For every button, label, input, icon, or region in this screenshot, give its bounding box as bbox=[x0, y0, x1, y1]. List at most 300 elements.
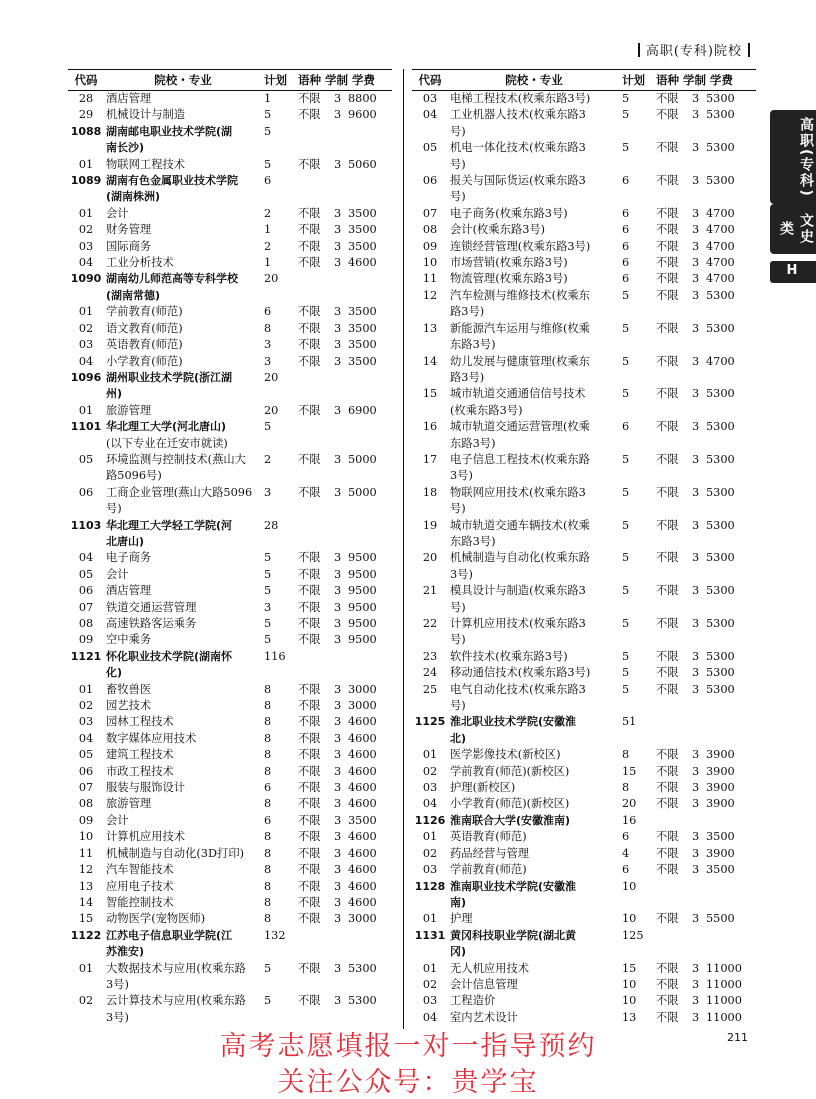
school-row bbox=[68, 518, 392, 534]
row-code bbox=[68, 189, 104, 205]
row-lang: 不限 bbox=[656, 682, 679, 696]
row-years: 3 bbox=[334, 600, 342, 614]
row-lang bbox=[298, 518, 334, 534]
row-name: 号) bbox=[450, 190, 466, 204]
row-lang: 不限 bbox=[656, 420, 679, 434]
row-code: 02 bbox=[422, 846, 438, 860]
row-fee bbox=[348, 665, 392, 681]
row-name: 淮北职业技术学院(安徽淮 bbox=[450, 715, 577, 729]
row-plan: 8 bbox=[622, 748, 630, 762]
row-lang: 不限 bbox=[298, 879, 321, 893]
row-code: 19 bbox=[422, 518, 438, 532]
row-name: 高速铁路客运乘务 bbox=[106, 617, 197, 630]
row-plan: 6 bbox=[264, 813, 272, 827]
row-fee: 5300 bbox=[706, 141, 735, 155]
row-fee: 4700 bbox=[706, 256, 735, 270]
row-plan bbox=[260, 944, 298, 960]
school-row bbox=[68, 140, 392, 156]
row-lang bbox=[656, 189, 692, 205]
row-years bbox=[334, 386, 348, 402]
header-plan: 计划 bbox=[622, 73, 645, 87]
table-row bbox=[412, 288, 756, 304]
header-lang: 语种 bbox=[298, 73, 321, 87]
row-years: 3 bbox=[334, 92, 342, 105]
school-row bbox=[68, 173, 392, 189]
left-table-body bbox=[68, 91, 392, 1026]
row-name: 怀化职业技术学院(湖南怀 bbox=[106, 649, 233, 663]
row-years: 3 bbox=[692, 1010, 700, 1024]
row-lang bbox=[298, 977, 334, 993]
row-lang bbox=[656, 567, 692, 583]
row-name: 路3号) bbox=[450, 305, 485, 319]
row-name: 号) bbox=[450, 124, 466, 138]
table-row bbox=[68, 682, 392, 698]
row-fee bbox=[348, 173, 392, 189]
row-fee: 9500 bbox=[348, 633, 377, 647]
row-code: 11 bbox=[78, 846, 94, 860]
row-lang: 不限 bbox=[298, 584, 321, 598]
row-years: 3 bbox=[692, 420, 700, 434]
row-name: 会计 bbox=[106, 567, 129, 581]
row-name: 东路3号) bbox=[450, 436, 496, 450]
row-plan: 6 bbox=[622, 272, 630, 286]
row-name: 号) bbox=[450, 699, 466, 713]
row-plan: 8 bbox=[264, 764, 272, 778]
table-row bbox=[412, 616, 756, 632]
row-fee: 4600 bbox=[348, 863, 377, 877]
table-row bbox=[68, 698, 392, 714]
row-code: 1101 bbox=[70, 420, 102, 434]
row-fee: 3500 bbox=[348, 305, 377, 319]
row-plan bbox=[618, 632, 656, 648]
row-years: 3 bbox=[334, 633, 342, 647]
row-lang: 不限 bbox=[298, 682, 321, 696]
table-row bbox=[412, 862, 756, 878]
row-code: 16 bbox=[422, 420, 438, 434]
table-row bbox=[68, 632, 392, 648]
row-code: 02 bbox=[78, 994, 94, 1008]
right-table-body bbox=[412, 91, 756, 1026]
row-fee: 4600 bbox=[348, 895, 377, 909]
table-row bbox=[412, 419, 756, 435]
header-fee: 学费 bbox=[710, 73, 733, 87]
table-row bbox=[412, 993, 756, 1009]
table-row bbox=[68, 846, 392, 862]
row-code: 14 bbox=[78, 895, 94, 909]
row-fee bbox=[706, 304, 756, 320]
row-years: 3 bbox=[334, 863, 342, 877]
row-years bbox=[334, 534, 348, 550]
row-name: 软件技术(枚乘东路3号) bbox=[450, 649, 568, 663]
table-row bbox=[412, 173, 756, 189]
row-name: 学前教育(师范)(新校区) bbox=[450, 764, 570, 778]
table-row bbox=[68, 780, 392, 796]
row-years: 3 bbox=[334, 551, 342, 565]
row-name: 护理(新校区) bbox=[450, 781, 516, 795]
side-tab-level: 高职(专科) bbox=[770, 110, 816, 204]
row-years bbox=[692, 731, 706, 747]
row-name: 环境监测与控制技术(燕山大 bbox=[106, 452, 246, 466]
row-code: 01 bbox=[422, 748, 438, 762]
row-code bbox=[68, 534, 104, 550]
row-plan: 20 bbox=[264, 403, 279, 417]
row-years: 3 bbox=[692, 977, 700, 991]
row-years bbox=[334, 649, 348, 665]
row-plan: 5 bbox=[622, 518, 630, 532]
row-name: 护理 bbox=[450, 912, 473, 926]
school-row bbox=[68, 386, 392, 402]
row-fee: 3900 bbox=[706, 748, 735, 762]
row-code: 06 bbox=[78, 584, 94, 598]
row-code: 02 bbox=[78, 699, 94, 713]
row-code bbox=[412, 468, 448, 484]
row-years: 3 bbox=[334, 961, 342, 975]
row-plan: 132 bbox=[264, 928, 286, 942]
school-row bbox=[68, 419, 392, 435]
row-name: 语文教育(师范) bbox=[106, 321, 183, 335]
row-code: 08 bbox=[78, 797, 94, 811]
row-fee: 9500 bbox=[348, 584, 377, 598]
row-fee bbox=[706, 813, 756, 829]
row-years: 3 bbox=[334, 567, 342, 581]
row-fee: 3900 bbox=[706, 846, 735, 860]
row-years: 3 bbox=[334, 781, 342, 795]
row-code: 1122 bbox=[70, 928, 102, 942]
row-plan: 51 bbox=[622, 715, 637, 729]
row-name: 机电一体化技术(枚乘东路3 bbox=[450, 141, 586, 155]
row-name: 移动通信技术(枚乘东路3号) bbox=[450, 666, 591, 680]
row-lang bbox=[298, 468, 334, 484]
row-lang: 不限 bbox=[298, 305, 321, 319]
row-plan: 6 bbox=[622, 863, 630, 877]
table-row bbox=[412, 583, 756, 599]
row-lang bbox=[656, 534, 692, 550]
row-name: 物联网工程技术 bbox=[106, 157, 186, 171]
row-lang: 不限 bbox=[298, 92, 321, 105]
row-name: 汽车智能技术 bbox=[106, 863, 174, 877]
row-years: 3 bbox=[692, 272, 700, 286]
row-fee: 4600 bbox=[348, 715, 377, 729]
row-name: (湖南常德) bbox=[106, 288, 161, 302]
row-years: 3 bbox=[334, 846, 342, 860]
row-lang: 不限 bbox=[656, 830, 679, 844]
row-fee bbox=[348, 518, 392, 534]
row-years bbox=[692, 632, 706, 648]
row-fee: 4700 bbox=[706, 272, 735, 286]
row-years: 3 bbox=[334, 912, 342, 926]
row-name: (枚乘东路3号) bbox=[450, 403, 523, 417]
row-code: 01 bbox=[422, 912, 438, 926]
row-lang bbox=[656, 436, 692, 452]
row-name: 连锁经营管理(枚乘东路3号) bbox=[450, 239, 591, 253]
row-fee: 4600 bbox=[348, 731, 377, 745]
row-plan: 5 bbox=[622, 617, 630, 630]
row-name: 汽车检测与维修技术(枚乘东 bbox=[450, 288, 590, 302]
row-fee: 5300 bbox=[706, 288, 735, 302]
row-plan: 10 bbox=[622, 994, 637, 1008]
row-lang bbox=[298, 436, 334, 452]
row-lang bbox=[298, 173, 334, 189]
school-row bbox=[68, 288, 392, 304]
row-fee: 4700 bbox=[706, 206, 735, 220]
table-row bbox=[68, 764, 392, 780]
row-plan: 5 bbox=[622, 682, 630, 696]
left-column bbox=[68, 69, 392, 1026]
table-row bbox=[412, 961, 756, 977]
row-code: 1090 bbox=[70, 272, 102, 286]
row-lang bbox=[656, 304, 692, 320]
row-fee: 5060 bbox=[348, 157, 377, 171]
header-code: 代码 bbox=[74, 73, 98, 87]
row-code bbox=[412, 403, 448, 419]
row-lang bbox=[656, 813, 692, 829]
row-years bbox=[334, 665, 348, 681]
row-name: (以下专业在迁安市就读) bbox=[106, 436, 228, 450]
row-code: 1126 bbox=[414, 813, 446, 827]
row-lang: 不限 bbox=[298, 354, 321, 368]
row-lang: 不限 bbox=[298, 961, 321, 975]
row-years: 3 bbox=[692, 223, 700, 237]
row-code: 05 bbox=[78, 567, 94, 581]
row-fee bbox=[706, 698, 756, 714]
row-fee bbox=[348, 189, 392, 205]
row-fee: 5300 bbox=[348, 961, 377, 975]
row-lang: 不限 bbox=[656, 239, 679, 253]
row-code: 03 bbox=[78, 715, 94, 729]
row-code: 01 bbox=[78, 157, 94, 171]
side-tab-letter: H bbox=[770, 261, 816, 283]
header-plan: 计划 bbox=[264, 73, 287, 87]
row-years bbox=[334, 124, 348, 140]
row-name: 工程造价 bbox=[450, 994, 496, 1008]
row-plan: 5 bbox=[264, 961, 272, 975]
row-code: 12 bbox=[422, 288, 438, 302]
row-name: 英语教育(师范) bbox=[106, 338, 183, 352]
row-code: 02 bbox=[422, 764, 438, 778]
row-code bbox=[412, 124, 448, 140]
row-plan: 2 bbox=[264, 206, 272, 220]
row-years: 3 bbox=[334, 879, 342, 893]
table-row bbox=[412, 255, 756, 271]
row-lang bbox=[656, 714, 692, 730]
row-code: 18 bbox=[422, 485, 438, 499]
row-name: 市场营销(枚乘东路3号) bbox=[450, 256, 568, 270]
row-fee: 5300 bbox=[706, 584, 735, 598]
row-plan: 15 bbox=[622, 961, 637, 975]
row-lang bbox=[298, 140, 334, 156]
row-years: 3 bbox=[334, 485, 342, 499]
row-plan: 5 bbox=[264, 567, 272, 581]
row-fee: 5300 bbox=[706, 649, 735, 663]
row-plan: 5 bbox=[622, 141, 630, 155]
table-row bbox=[68, 600, 392, 616]
row-code: 28 bbox=[78, 92, 94, 105]
row-years: 3 bbox=[334, 830, 342, 844]
row-name: 建筑工程技术 bbox=[106, 748, 174, 762]
row-fee bbox=[706, 157, 756, 173]
row-code bbox=[68, 436, 104, 452]
row-years bbox=[692, 157, 706, 173]
row-plan: 20 bbox=[622, 797, 637, 811]
table-row bbox=[68, 321, 392, 337]
table-row bbox=[68, 485, 392, 501]
row-fee: 3000 bbox=[348, 912, 377, 926]
row-code: 09 bbox=[78, 813, 94, 827]
header-bar-left bbox=[638, 43, 640, 57]
row-lang: 不限 bbox=[656, 863, 679, 877]
row-name: 机械制造与自动化(枚乘东路 bbox=[450, 551, 590, 565]
row-years bbox=[692, 895, 706, 911]
row-lang bbox=[656, 879, 692, 895]
school-row bbox=[412, 928, 756, 944]
row-lang bbox=[298, 501, 334, 517]
row-code bbox=[412, 189, 448, 205]
row-name: 号) bbox=[106, 502, 122, 516]
row-name: 应用电子技术 bbox=[106, 879, 174, 893]
row-code: 05 bbox=[78, 748, 94, 762]
row-lang: 不限 bbox=[656, 977, 679, 991]
table-row bbox=[412, 91, 756, 107]
row-name: 路5096号) bbox=[106, 469, 162, 483]
table-row bbox=[412, 600, 756, 616]
row-name: 号) bbox=[450, 502, 466, 516]
row-years: 3 bbox=[334, 108, 342, 122]
row-plan bbox=[618, 895, 656, 911]
row-fee bbox=[706, 714, 756, 730]
row-code: 01 bbox=[78, 961, 94, 975]
row-years: 3 bbox=[334, 354, 342, 368]
row-fee: 4600 bbox=[348, 879, 377, 893]
row-plan: 116 bbox=[264, 649, 286, 663]
row-lang: 不限 bbox=[298, 912, 321, 926]
row-fee: 4600 bbox=[348, 797, 377, 811]
row-code: 21 bbox=[422, 584, 438, 598]
row-lang bbox=[656, 157, 692, 173]
row-name: 3号) bbox=[450, 469, 473, 483]
row-years: 3 bbox=[334, 682, 342, 696]
row-plan: 3 bbox=[264, 354, 272, 368]
row-lang bbox=[656, 370, 692, 386]
row-years: 3 bbox=[692, 846, 700, 860]
row-lang: 不限 bbox=[656, 452, 679, 466]
table-row bbox=[68, 567, 392, 583]
row-name: 湖州职业技术学院(浙江湖 bbox=[106, 370, 233, 384]
row-fee bbox=[348, 534, 392, 550]
row-fee bbox=[706, 879, 756, 895]
row-code: 15 bbox=[78, 912, 94, 926]
row-name: 英语教育(师范) bbox=[450, 830, 527, 844]
watermark-line-2: 关注公众号：贵学宝 bbox=[277, 1067, 539, 1098]
row-plan: 8 bbox=[264, 699, 272, 713]
row-years: 3 bbox=[692, 485, 700, 499]
row-years: 3 bbox=[334, 994, 342, 1008]
table-row bbox=[68, 337, 392, 353]
row-years bbox=[692, 436, 706, 452]
row-name: 市政工程技术 bbox=[106, 764, 174, 778]
row-name: 药品经营与管理 bbox=[450, 846, 530, 860]
row-years bbox=[334, 419, 348, 435]
header-years: 学制 bbox=[325, 73, 348, 87]
row-name: 数字媒体应用技术 bbox=[106, 731, 197, 745]
row-fee: 4600 bbox=[348, 781, 377, 795]
row-years: 3 bbox=[334, 452, 342, 466]
row-fee: 8800 bbox=[348, 92, 377, 105]
table-row bbox=[412, 468, 756, 484]
row-lang: 不限 bbox=[298, 863, 321, 877]
row-name: 淮南联合大学(安徽淮南) bbox=[450, 813, 571, 827]
row-code: 09 bbox=[422, 239, 438, 253]
row-years: 3 bbox=[692, 288, 700, 302]
row-plan: 6 bbox=[622, 174, 630, 188]
school-row bbox=[412, 879, 756, 895]
row-lang: 不限 bbox=[298, 781, 321, 795]
row-name: 湖南邮电职业技术学院(湖 bbox=[106, 124, 233, 138]
row-code: 04 bbox=[422, 797, 438, 811]
row-code: 01 bbox=[78, 403, 94, 417]
row-fee: 3500 bbox=[706, 830, 735, 844]
row-years: 3 bbox=[692, 912, 700, 926]
row-years bbox=[334, 436, 348, 452]
row-code: 1121 bbox=[70, 649, 102, 663]
row-lang: 不限 bbox=[656, 387, 679, 401]
row-name: 小学教育(师范)(新校区) bbox=[450, 797, 570, 811]
row-plan: 8 bbox=[264, 895, 272, 909]
row-years bbox=[692, 304, 706, 320]
row-plan: 6 bbox=[622, 420, 630, 434]
row-years bbox=[334, 944, 348, 960]
row-name: 酒店管理 bbox=[106, 584, 152, 598]
row-lang: 不限 bbox=[656, 92, 679, 105]
row-years: 3 bbox=[692, 584, 700, 598]
row-years: 3 bbox=[692, 994, 700, 1008]
row-plan bbox=[618, 944, 656, 960]
row-plan bbox=[618, 731, 656, 747]
row-years: 3 bbox=[334, 699, 342, 713]
row-years: 3 bbox=[334, 584, 342, 598]
row-code: 14 bbox=[422, 354, 438, 368]
table-row bbox=[68, 436, 392, 452]
table-row bbox=[412, 501, 756, 517]
table-row bbox=[412, 354, 756, 370]
row-years: 3 bbox=[334, 715, 342, 729]
row-lang: 不限 bbox=[656, 846, 679, 860]
row-code: 17 bbox=[422, 452, 438, 466]
row-name: 城市轨道交通通信信号技术 bbox=[450, 387, 586, 401]
row-fee bbox=[348, 288, 392, 304]
row-years: 3 bbox=[692, 387, 700, 401]
table-row bbox=[412, 829, 756, 845]
row-fee bbox=[348, 436, 392, 452]
row-code bbox=[68, 468, 104, 484]
table-row bbox=[412, 534, 756, 550]
table-row bbox=[412, 796, 756, 812]
table-row bbox=[412, 337, 756, 353]
row-fee bbox=[706, 370, 756, 386]
row-code: 1096 bbox=[70, 370, 102, 384]
header-years: 学制 bbox=[683, 73, 706, 87]
table-row bbox=[412, 665, 756, 681]
row-plan: 8 bbox=[264, 797, 272, 811]
row-fee: 5300 bbox=[348, 994, 377, 1008]
row-code: 02 bbox=[78, 223, 94, 237]
row-plan bbox=[618, 468, 656, 484]
row-code: 06 bbox=[78, 485, 94, 499]
table-row bbox=[68, 304, 392, 320]
row-lang: 不限 bbox=[656, 797, 679, 811]
row-years bbox=[334, 518, 348, 534]
row-lang: 不限 bbox=[298, 338, 321, 352]
row-fee bbox=[348, 124, 392, 140]
